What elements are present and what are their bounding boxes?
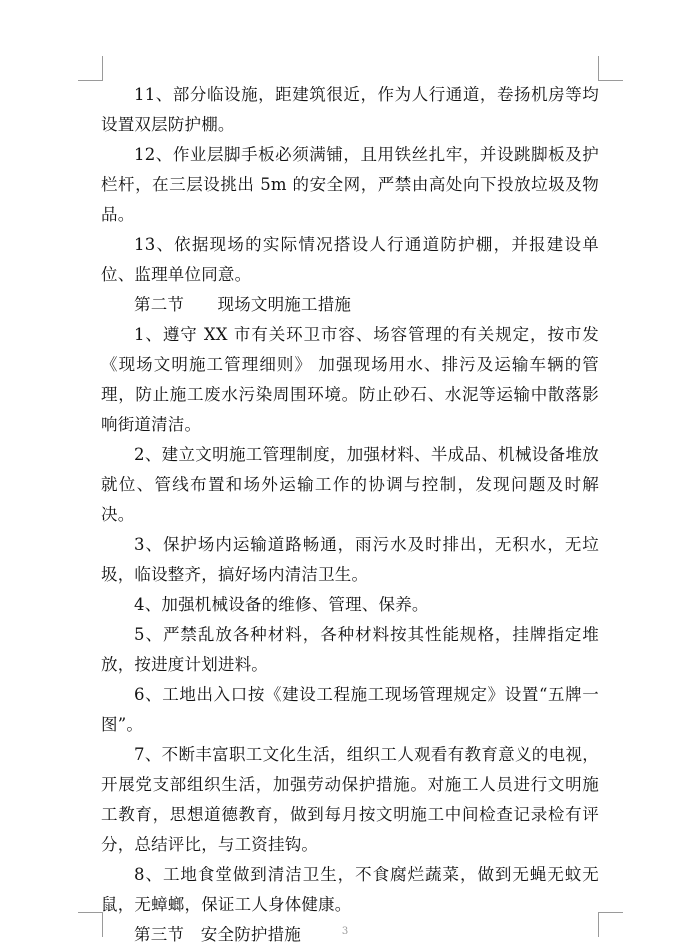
crop-mark-top-right [598, 56, 623, 81]
section-heading-3: 第三节 安全防护措施 [134, 925, 301, 944]
paragraph-2: 2、建立文明施工管理制度，加强材料、半成品、机械设备堆放就位、管线布置和场外运输工作的协调与控制，发现问题及时解决。 [101, 445, 599, 524]
crop-mark-bottom-left [78, 912, 103, 937]
crop-mark-top-left [78, 56, 103, 81]
document-body [101, 80, 599, 950]
section-heading-2: 第二节 现场文明施工措施 [134, 295, 352, 314]
paragraph-12: 12、作业层脚手板必须满铺，且用铁丝扎牢，并设跳脚板及护栏杆，在三层设挑出 5m 的安全网，严禁由高处向下投放垃圾及物品。 [101, 145, 599, 224]
page-number: 3 [341, 926, 349, 937]
paragraph-3: 3、保护场内运输道路畅通，雨污水及时排出，无积水，无垃圾，临设整齐，搞好场内清洁卫生。 [101, 535, 599, 584]
paragraph-13: 13、依据现场的实际情况搭设人行通道防护棚，并报建设单位、监理单位同意。 [101, 235, 599, 284]
crop-mark-bottom-right [598, 912, 623, 937]
paragraph-7: 7、不断丰富职工文化生活，组织工人观看有教育意义的电视，开展党支部组织生活，加强劳动保护措施。对施工人员进行文明施工教育，思想道德教育，做到每月按文明施工中间检查记录检有评分，总结评比，与工资挂钩。 [101, 745, 599, 854]
paragraph-8: 8、工地食堂做到清洁卫生，不食腐烂蔬菜，做到无蝇无蚊无鼠，无蟑螂，保证工人身体健康。 [101, 865, 599, 914]
paragraph-4: 4、加强机械设备的维修、管理、保养。 [134, 595, 429, 614]
paragraph-5: 5、严禁乱放各种材料，各种材料按其性能规格，挂牌指定堆放，按进度计划进料。 [101, 625, 599, 674]
paragraph-6: 6、工地出入口按《建设工程施工现场管理规定》设置“五牌一图”。 [101, 685, 599, 734]
paragraph-11: 11、部分临设施，距建筑很近，作为人行通道，卷扬机房等均设置双层防护棚。 [101, 85, 599, 134]
paragraph-1: 1、遵守 XX 市有关环卫市容、场容管理的有关规定，按市发《现场文明施工管理细则》 加强现场用水、排污及运输车辆的管理，防止施工废水污染周围环境。防止砂石、水泥等运输中散落影响街道清洁。 [101, 325, 599, 434]
